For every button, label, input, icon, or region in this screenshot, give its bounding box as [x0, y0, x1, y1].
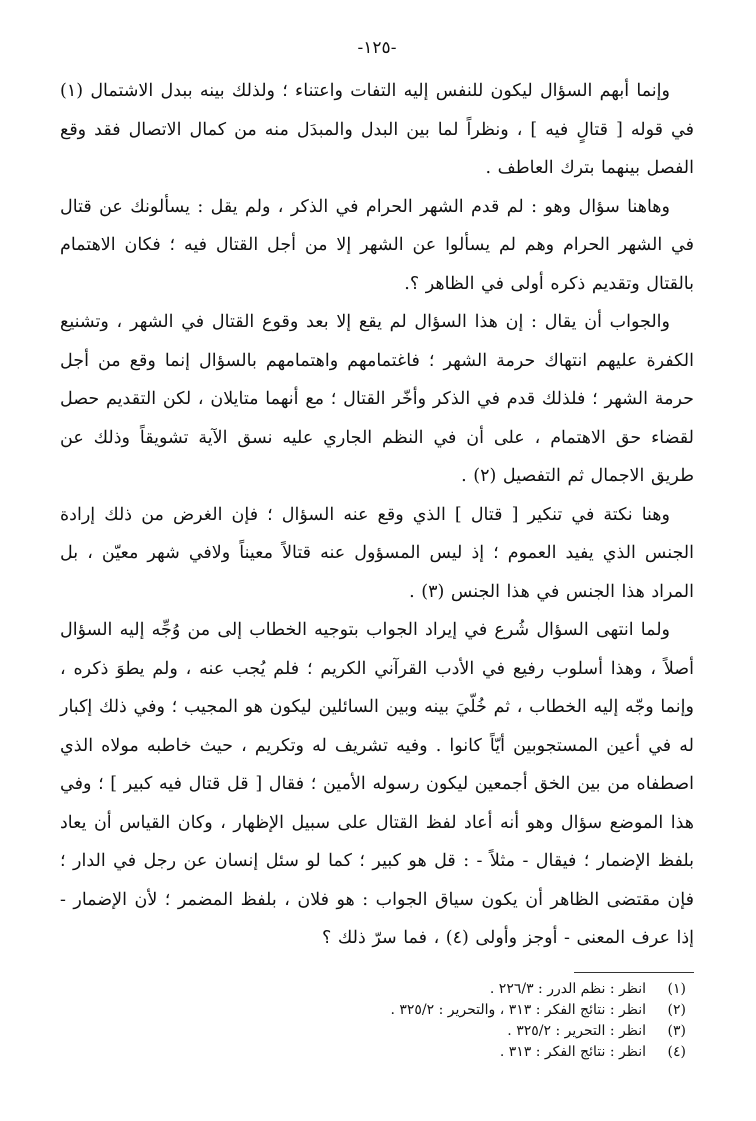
- footnote-text: انظر : نظم الدرر : ٢٢٦/٣ .: [489, 980, 646, 997]
- footnote-number: (٢): [667, 1001, 686, 1018]
- footnote-text: انظر : نتائج الفكر : ٣١٣ .: [499, 1043, 646, 1060]
- paragraph-1: وإنما أبهم السؤال ليكون للنفس إليه التفات واعتناء ؛ ولذلك بينه ببدل الاشتمال (١) في قوله [ قتالٍ فيه ] ، ونظراً لما بين البدل والمبدَل منه من كمال الاتصال فقد وقع الفصل بينهما بترك العاطف .: [60, 81, 694, 178]
- paragraph-5: ولما انتهى السؤال شُرع في إيراد الجواب بتوجيه الخطاب إلى من وُجِّه إليه السؤال أصلاً ، وهذا أسلوب رفيع في الأدب القرآني الكريم ؛ فلم يُجب عنه ، ولم يطوَ ذكره ، وإنما وجّه إليه الخطاب ، ثم خُلّيَ بينه وبين السائلين ليكون هو المجيب ؛ وفي ذلك إكبار له في أعين المستجوبين أيّاً كانوا . وفيه تشريف له وتكريم ، حيث خاطبه مولاه الذي اصطفاه من بين الخق أجمعين ليكون رسوله الأمين ؛ فقال [ قل قتال فيه كبير ] ؛ وفي هذا الموضع سؤال وهو أنه أعاد لفظ القتال على سبيل الإظهار ، وكان القياس أن يعاد بلفظ الإضمار ؛ فيقال - مثلاً - : قل هو كبير ؛ كما لو سئل إنسان عن رجل في الدار ؛ فإن مقتضى الظاهر أن يكون سياق الجواب : هو فلان ، بلفظ المضمر ؛ لأن الإضمار - إذا عرف المعنى - أوجز وأولى (٤) ، فما سرّ ذلك ؟: [60, 620, 694, 948]
- footnote-1: [60, 979, 686, 1000]
- footnote-4: [60, 1042, 686, 1063]
- footnote-number: (٤): [667, 1043, 686, 1060]
- footnote-number: (١): [667, 980, 686, 997]
- paragraph-2: وهاهنا سؤال وهو : لم قدم الشهر الحرام في الذكر ، ولم يقل : يسألونك عن قتال في الشهر الحرام وهم لم يسألوا عن الشهر إلا من أجل القتال فيه ؛ فكان الاهتمام بالقتال وتقديم ذكره أولى في الظاهر ؟.: [60, 196, 694, 294]
- footnote-3: [60, 1021, 686, 1042]
- page-number: -١٢٥-: [357, 38, 397, 58]
- footnote-number: (٣): [667, 1022, 686, 1039]
- footnote-text: انظر : نتائج الفكر : ٣١٣ ، والتحرير : ٣٢٥/٢ .: [390, 1001, 646, 1018]
- paragraph-3: والجواب أن يقال : إن هذا السؤال لم يقع إلا بعد وقوع القتال في الشهر ، وتشنيع الكفرة عليهم انتهاك حرمة الشهر ؛ فاغتمامهم واهتمامهم بالسؤال إنما وقع من أجل حرمة الشهر ؛ فلذلك قدم في الذكر وأخّر القتال ؛ مع أنهما متايلان ، لكن التقديم حصل لقضاء حق الاهتمام ، على أن في النظم الجاري عليه نسق الآية تشويقاً وذلك عن طريق الاجمال ثم التفصيل (٢) .: [60, 312, 694, 486]
- body-text: [60, 72, 694, 958]
- footnote-divider: [574, 972, 694, 973]
- footnotes: [60, 979, 694, 1063]
- footnote-text: انظر : التحرير : ٣٢٥/٢ .: [507, 1022, 646, 1039]
- paragraph-4: وهنا نكتة في تنكير [ قتال ] الذي وقع عنه السؤال ؛ فإن الغرض من ذلك إرادة الجنس الذي يفيد العموم ؛ إذ ليس المسؤول عنه قتالاً معيناً ولافي شهر معيّن ، بل المراد هذا الجنس في هذا الجنس (٣) .: [60, 504, 694, 602]
- footnote-2: [60, 1000, 686, 1021]
